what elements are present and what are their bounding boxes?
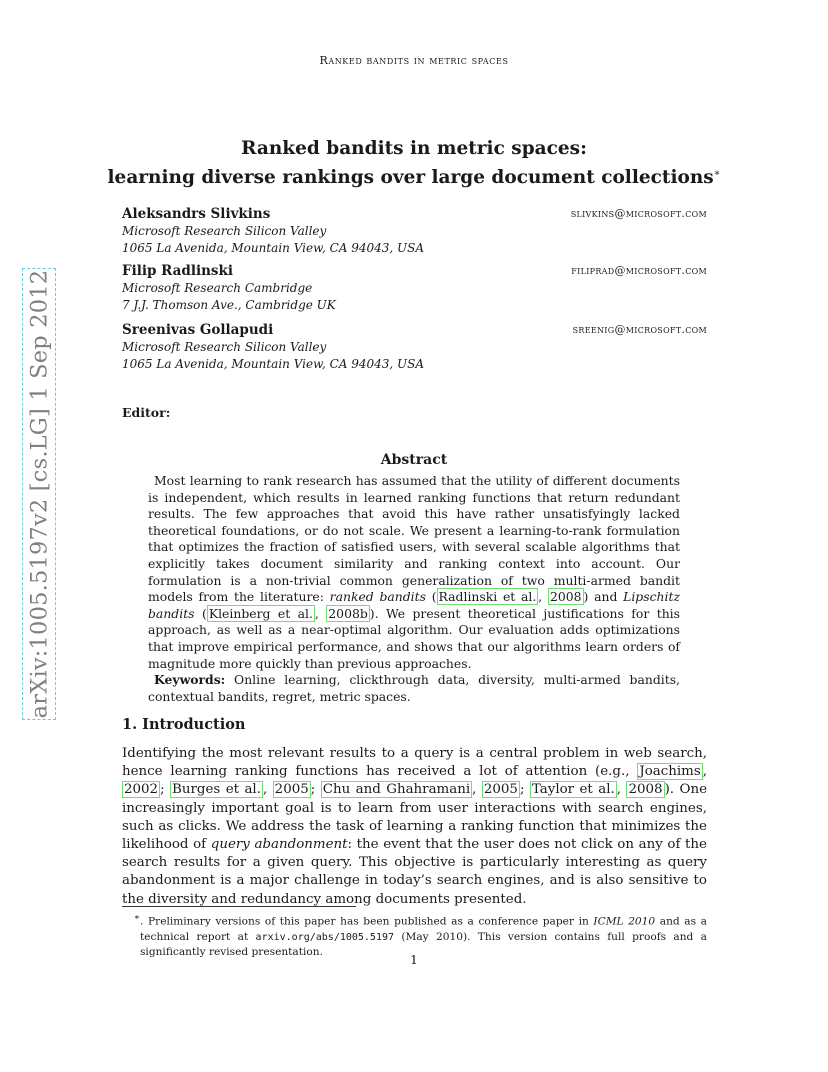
citation-link[interactable]: Radlinski et al. — [438, 589, 537, 605]
keywords-list: Online learning, clickthrough data, diversity, multi-armed bandits, contextual bandits, regret, metric spaces. — [148, 672, 680, 704]
citation-link[interactable]: Burges et al. — [172, 782, 261, 798]
citation-link[interactable]: 2008b — [328, 605, 368, 621]
citation-link[interactable]: Taylor et al. — [531, 782, 615, 798]
citation-link[interactable]: 2005 — [274, 782, 309, 798]
author-email[interactable]: filiprad@microsoft.com — [571, 264, 707, 277]
title-line-2: learning diverse rankings over large document collections∗ — [107, 167, 721, 189]
emphasis: query abandonment — [210, 837, 348, 853]
abstract-paragraph: Most learning to rank research has assumed that the utility of different documents is independent, which results in learned ranking functions that return redundant results. The few approaches that avoid this have rather unsatisfyingly lacked theoretical foundations, or do not scale. We present a learning-to-rank formulation that optimizes the fraction of satisfied users, with several scalable algorithms that explicitly takes document similarity and ranking context into account. Our formulation is a non-trivial common generalization of two multi-armed bandit models from the literature: ranked bandits ( Radlinski et al. , 2008 ) and Lipschitz bandits ( Kleinberg et al. , 2008b ). We present theoretical justifications for this approach, as well as a near-optimal algorithm. Our evaluation adds optimizations that improve empirical performance, and shows that our algorithms learn orders of magnitude more quickly than previous approaches. — [148, 473, 680, 671]
intro-body — [122, 745, 707, 909]
footnote-rule — [122, 906, 356, 907]
citation-link[interactable]: 2008 — [628, 782, 663, 798]
keywords-label: Keywords: — [154, 672, 226, 688]
page-number: 1 — [410, 952, 418, 967]
paper-title — [0, 136, 828, 190]
editor-label: Editor: — [122, 405, 171, 420]
footnote-text: ∗. Preliminary versions of this paper has been published as a conference paper in ICML 2010 and as a technical report at arxiv.org/abs/1005.5197 (May 2010). This version contains full proofs and a significantly revised presentation. — [134, 913, 707, 958]
emphasis: Lipschitz bandits — [148, 589, 680, 621]
title-line-1: Ranked bandits in metric spaces: — [241, 138, 587, 159]
title-footnote-mark: ∗ — [713, 168, 721, 179]
footnote-mark: ∗ — [134, 913, 141, 923]
intro-paragraph: Identifying the most relevant results to a query is a central problem in web search, hence learning ranking functions has received a lot of attention (e.g., Joachims , 2002 ; Burges et al. , 2005 ; Chu and Ghahramani , 2005 ; Taylor et al. , 2008 ). One increasingly important goal is to learn from user interactions with search engines, such as clicks. We address the task of learning a ranking function that minimizes the likelihood of query abandonment: the event that the user does not click on any of the search results for a given query. This objective is particularly interesting as query abandonment is a major challenge in today’s search engines, and is also sensitive to the diversity and redundancy among documents presented. — [122, 746, 708, 907]
author-name: Sreenivas Gollapudi — [122, 322, 274, 338]
citation-link[interactable]: Joachims — [639, 764, 701, 780]
citation-link[interactable]: Chu and Ghahramani — [322, 782, 471, 798]
author-affiliation: Microsoft Research Silicon Valley — [122, 340, 327, 354]
arxiv-id: arXiv:1005.5197v2 [cs.LG] 1 Sep 2012 — [26, 269, 53, 719]
running-head: Ranked bandits in metric spaces — [319, 54, 509, 67]
author-email[interactable]: slivkins@microsoft.com — [570, 207, 707, 220]
author-name: Aleksandrs Slivkins — [122, 206, 271, 222]
author-address: 1065 La Avenida, Mountain View, CA 94043, USA — [122, 241, 425, 255]
author-affiliation: Microsoft Research Silicon Valley — [122, 224, 327, 238]
author-block-1 — [122, 206, 707, 257]
footnote-url: arxiv.org/abs/1005.5197 — [255, 931, 395, 943]
author-address: 7 J.J. Thomson Ave., Cambridge UK — [122, 298, 336, 312]
citation-link[interactable]: Kleinberg et al. — [208, 605, 313, 621]
arxiv-stamp[interactable] — [22, 268, 56, 720]
abstract-heading: Abstract — [380, 452, 448, 468]
citation-link[interactable]: 2005 — [483, 782, 518, 798]
emphasis: ICML 2010 — [593, 915, 656, 928]
author-name: Filip Radlinski — [122, 263, 233, 279]
author-affiliation: Microsoft Research Cambridge — [122, 281, 313, 295]
section-heading: 1. Introduction — [122, 716, 246, 733]
author-block-2 — [122, 263, 707, 314]
citation-link[interactable]: 2002 — [124, 782, 159, 798]
keywords — [148, 672, 680, 705]
abstract-body — [148, 473, 680, 705]
emphasis: ranked bandits — [329, 589, 426, 605]
author-email[interactable]: sreenig@microsoft.com — [572, 323, 707, 336]
author-address: 1065 La Avenida, Mountain View, CA 94043, USA — [122, 357, 425, 371]
citation-link[interactable]: 2008 — [549, 589, 582, 605]
author-block-3 — [122, 322, 707, 373]
